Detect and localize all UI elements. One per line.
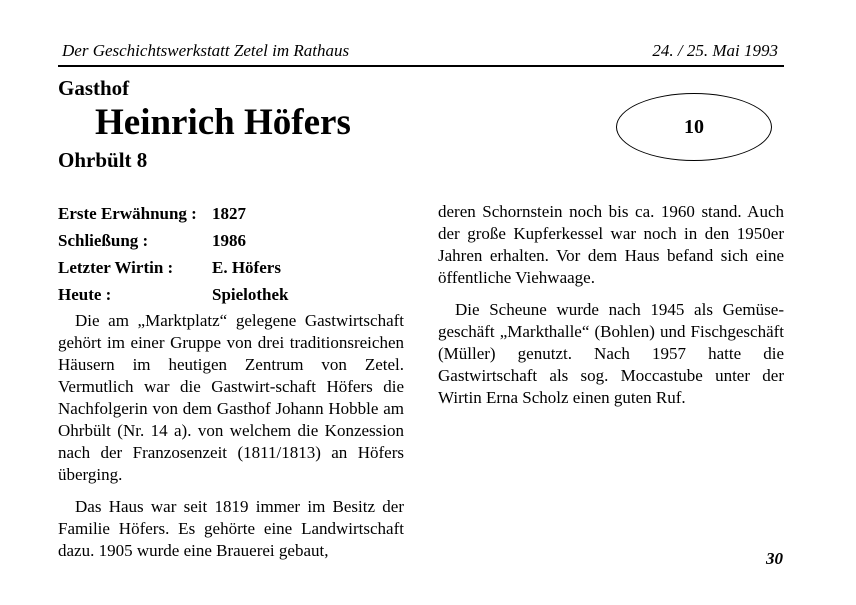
fact-label: Letzter Wirtin : — [58, 258, 174, 277]
header-rule — [58, 65, 784, 67]
entry-number-badge — [616, 93, 772, 161]
fact-row — [58, 254, 408, 281]
fact-value: E. Höfers — [212, 258, 281, 277]
text-column-right — [438, 201, 784, 419]
fact-value: 1827 — [212, 204, 246, 223]
body-paragraph: Die am „Marktplatz“ gelegene Gastwirtschaft gehört im einer Gruppe von drei traditionsreichen Häusern im heutigen Zentrum von Zetel. Vermutlich war die Gastwirt-schaft Höfers die Nachfolgerin von dem Gasthof Johann Hobble am Ohrbült (Nr. 14 a). von welchem die Konzession nach der Franzosenzeit (1811/1813) an Höfers überging. — [58, 311, 404, 484]
entry-kicker: Gasthof — [58, 76, 130, 100]
entry-address: Ohrbült 8 — [58, 148, 148, 172]
facts-list — [58, 200, 408, 308]
fact-label: Schließung : — [58, 231, 149, 250]
fact-row — [58, 281, 408, 308]
running-header-title: Der Geschichtswerkstatt Zetel im Rathaus — [62, 41, 350, 60]
body-paragraph: Die Scheune wurde nach 1945 als Gemüsegeschäft „Markthalle“ (Bohlen) und Fischgeschäft (Müller) genutzt. Nach 1957 hatte die Gastwirtschaft als sog. Moccastube unter der Wirtin Erna Scholz einen guten Ruf. — [438, 300, 784, 407]
body-paragraph: deren Schornstein noch bis ca. 1960 stand. Auch der große Kupferkessel war noch in den 1950er Jahren erhalten. Vor dem Haus befand sich eine öffentliche Viehwaage. — [438, 202, 784, 287]
entry-number: 10 — [684, 115, 704, 138]
running-header-date: 24. / 25. Mai 1993 — [652, 41, 778, 60]
page-title: Heinrich Höfers — [95, 102, 351, 143]
fact-row — [58, 200, 408, 227]
fact-label: Heute : — [58, 285, 112, 304]
fact-label: Erste Erwähnung : — [58, 204, 197, 223]
text-column-left — [58, 310, 404, 572]
fact-row — [58, 227, 408, 254]
fact-value: 1986 — [212, 231, 246, 250]
fact-value: Spielothek — [212, 285, 289, 304]
page-number: 30 — [766, 549, 783, 568]
body-paragraph: Das Haus war seit 1819 immer im Besitz der Familie Höfers. Es gehörte eine Landwirtschaft dazu. 1905 wurde eine Brauerei gebaut, — [58, 497, 404, 560]
